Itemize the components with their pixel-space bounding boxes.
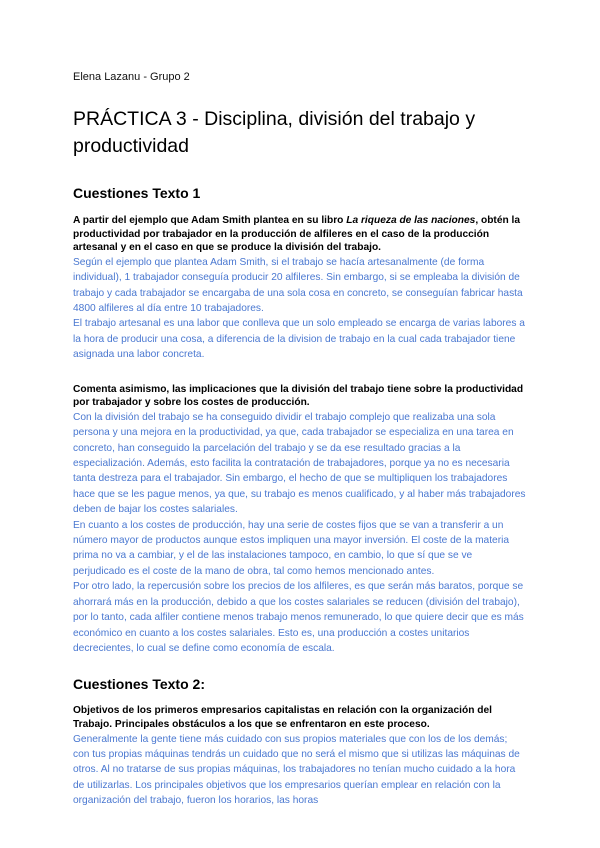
answer-2-paragraph-3: Por otro lado, la repercusión sobre los precios de los alfileres, es que serán más baratos, porque se ahorrará más en la producción, debido a que los costes salariales se reducen (división del trabajo), por lo tanto, cada alfiler contiene menos trabajo menos remunerado, lo que quiere decir que es más económico en cuanto a los costes salariales. Esto es, una producción a costes unitarios decrecientes, lo cual se define como economía de escala. — [73, 581, 524, 654]
question-1 — [73, 214, 526, 255]
answer-1-paragraph-2: El trabajo artesanal es una labor que conlleva que un solo empleado se encarga de varias labores a la hora de producir una cosa, a diferencia de la division de trabajo en la cual cada trabajador tiene asignada una labor concreta. — [73, 318, 525, 361]
page-title — [73, 106, 526, 160]
author-line: Elena Lazanu - Grupo 2 — [73, 71, 190, 83]
answer-2-paragraph-2: En cuanto a los costes de producción, hay una serie de costes fijos que se van a transferir a un número mayor de productos aunque estos impliquen una mayor inversión. El coste de la materia prima no va a cambiar, y el de las instalaciones tampoco, en cambio, lo que sí que se ve perjudicado es el coste de la mano de obra, tal como hemos mencionado antes. — [73, 519, 510, 577]
title-line-1: PRÁCTICA 3 - Disciplina, división del trabajo y — [73, 108, 476, 130]
question-3: Objetivos de los primeros empresarios capitalistas en relación con la organización del Trabajo. Principales obstáculos a los que se enfrentaron en este proceso. — [73, 705, 492, 730]
section-2-heading: Cuestiones Texto 2: — [73, 676, 205, 693]
section-1-heading: Cuestiones Texto 1 — [73, 185, 201, 201]
title-line-2: productividad — [73, 135, 189, 157]
answer-1-paragraph-1: Según el ejemplo que plantea Adam Smith, si el trabajo se hacía artesanalmente (de forma individual), 1 trabajador conseguía producir 20 alfileres. Sin embargo, si se empleaba la división de trabajo y cada trabajador se encargaba de una sola cosa en concreto, se conseguían fabricar hasta 4800 alfileres al día entre 10 trabajadores. — [73, 256, 523, 314]
question-2: Comenta asimismo, las implicaciones que la división del trabajo tiene sobre la productividad por trabajador y sobre los costes de producción. — [73, 383, 524, 409]
question-1-text-end: , obtén la productividad por trabajador en la producción de alfileres en el caso de la producción artesanal y en el caso en que se produce la división del trabajo. — [73, 215, 521, 254]
question-1-text-start: A partir del ejemplo que Adam Smith plantea en su libro — [73, 215, 347, 226]
book-title: La riqueza de las naciones — [346, 215, 476, 226]
answer-2-paragraph-1: Con la división del trabajo se ha conseguido dividir el trabajo complejo que realizaba una sola persona y una mejora en la productividad, ya que, cada trabajador se especializa en una tarea en concreto, han conseguido la parcelación del trabajo y se da ese resultado gracias a la especialización. Además, esto facilita la contratación de trabajadores, porque ya no es necesaria tanta destreza para el trabajador. Sin embargo, el hecho de que se multipliquen los trabajadores hace que se les pague menos, ya que, su trabajo es menos cualificado, y al haber más trabajadores deben de bajar los costes salariales. — [73, 411, 526, 516]
answer-3-paragraph-1: Generalmente la gente tiene más cuidado con sus propios materiales que con los de los demás; con tus propias máquinas tendrás un cuidado que no será el mismo que si utilizas las máquinas de otros. Al no tratarse de sus propias máquinas, los trabajadores no tenían mucho cuidado a la hora de utilizarlas. Los principales objetivos que los empresarios querían emplear en relación con la organización del trabajo, fueron los horarios, las horas — [73, 733, 520, 807]
